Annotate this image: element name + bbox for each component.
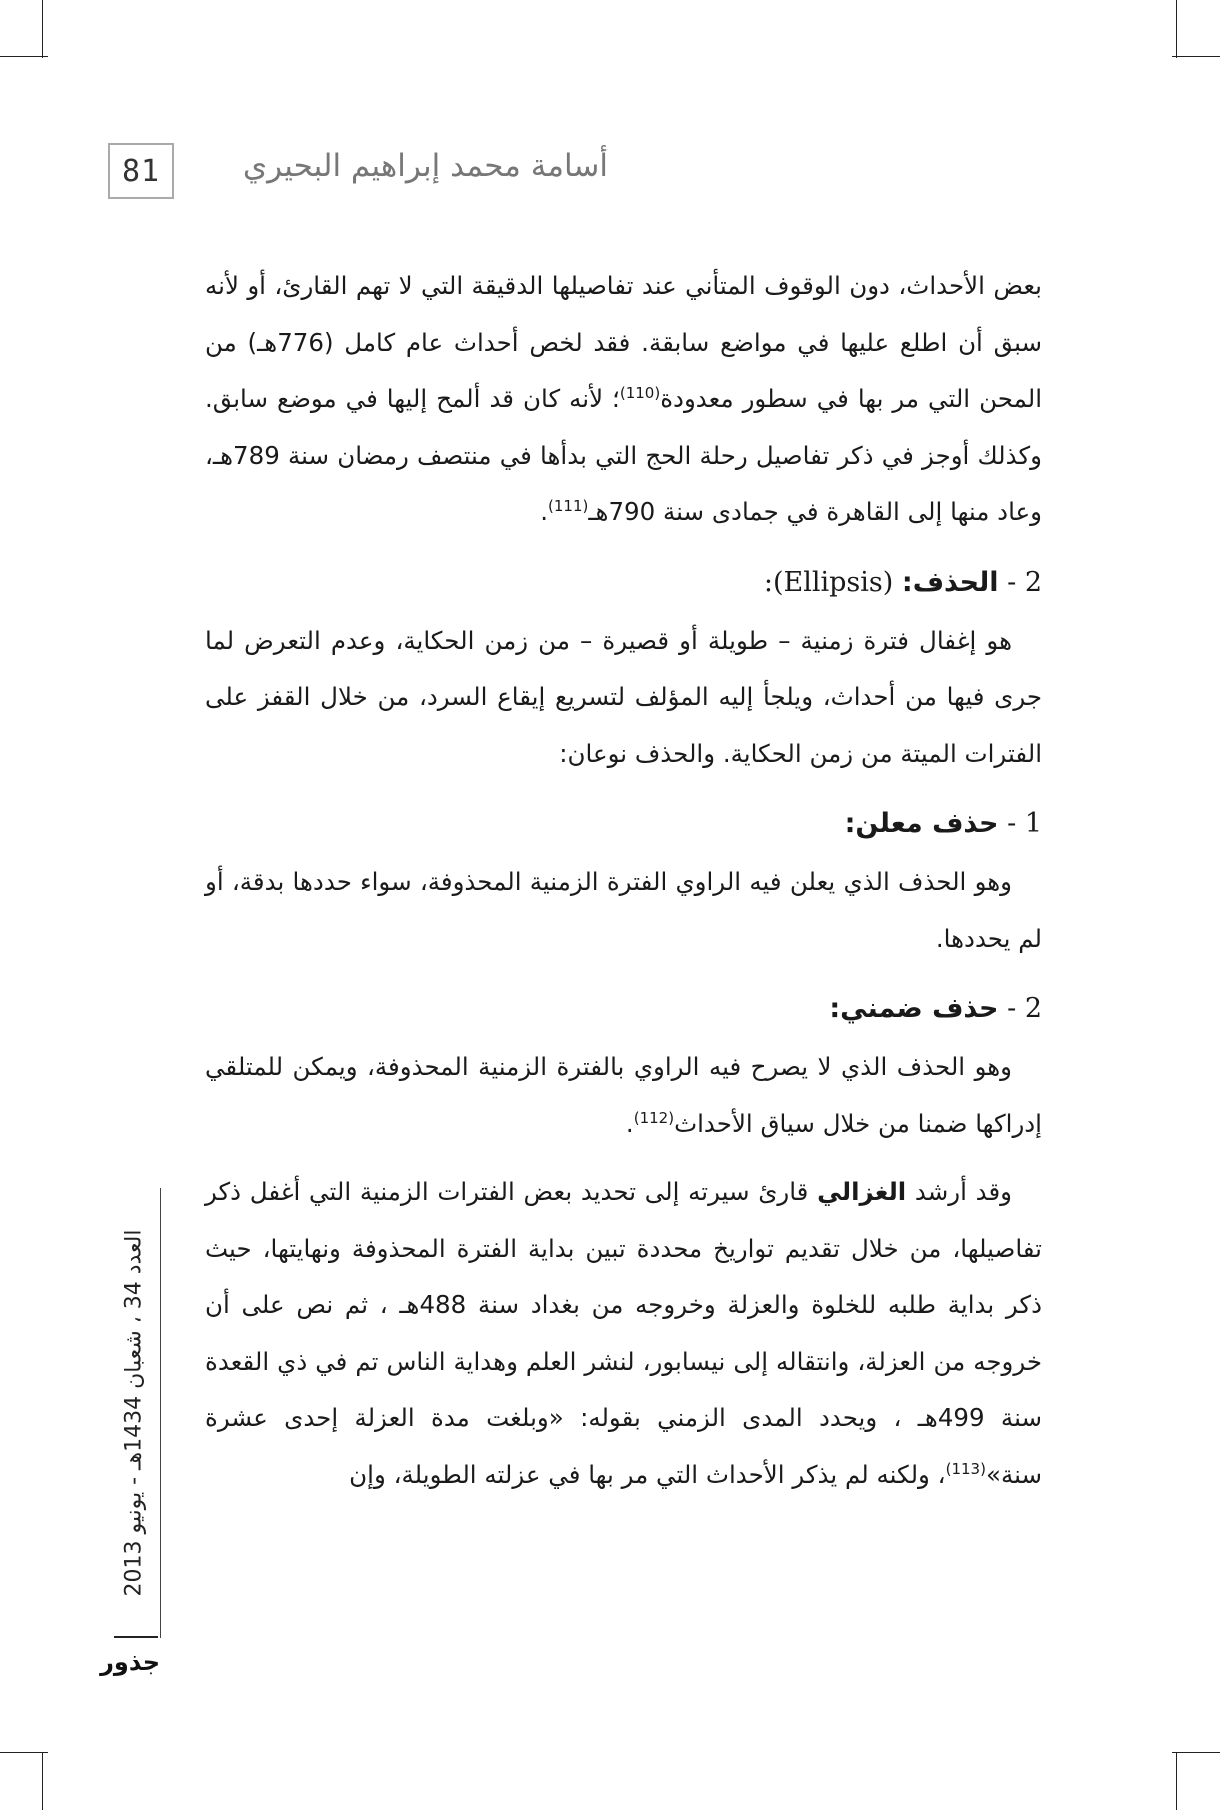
journal-logo: جذور bbox=[100, 1648, 160, 1676]
section-heading-explicit bbox=[205, 794, 1042, 854]
paragraph-text: ، ولكنه لم يذكر الأحداث التي مر بها في عزلته الطويلة، وإن bbox=[349, 1459, 946, 1489]
section-heading-implicit bbox=[205, 979, 1042, 1039]
paragraph-text: قارئ سيرته إلى تحديد بعض الفترات الزمنية التي أغفل ذكر تفاصيلها، من خلال تقديم تواريخ محددة تبين بداية الفترة المحذوفة ونهايتها، حيث ذكر بداية طلبه للخلوة والعزلة وخروجه من بغداد سنة 488هـ ، ثم نص على أن خروجه من العزلة، وانتقاله إلى نيسابور، لنشر العلم وهداية الناس تم في ذي القعدة سنة 499هـ ، ويحدد المدى الزمني بقوله: «وبلغت مدة العزلة إحدى عشرة سنة» bbox=[205, 1177, 1042, 1489]
section-heading-ellipsis bbox=[205, 553, 1042, 613]
paragraph-text: . bbox=[625, 1108, 634, 1138]
paragraph-text: بعض الأحداث، دون الوقوف المتأني عند تفاصيلها الدقيقة التي لا تهم القارئ، أو لأنه سبق أن اطلع عليها في مواضع سابقة. فقد لخص أحداث عام كامل (776هـ) من المحن التي مر بها في سطور معدودة bbox=[205, 271, 1043, 413]
crop-mark bbox=[0, 1752, 48, 1753]
paragraph-text: وهو الحذف الذي لا يصرح فيه الراوي بالفترة الزمنية المحذوفة، ويمكن للمتلقي إدراكها ضمنا من خلال سياق الأحداث bbox=[205, 1052, 1042, 1138]
journal-issue-info: العدد 34 ، شعبان 1434هـ - يونيو 2013 bbox=[121, 1229, 147, 1597]
paragraph-text: . bbox=[540, 497, 548, 526]
paragraph-text: وقد أرشد bbox=[914, 1177, 1013, 1206]
crop-mark bbox=[42, 0, 43, 58]
heading-title: حذف ضمني: bbox=[829, 993, 999, 1024]
paragraph bbox=[205, 258, 1042, 541]
crop-mark bbox=[42, 1752, 43, 1810]
article-body bbox=[205, 258, 1042, 1503]
page-number: 81 bbox=[108, 143, 174, 199]
running-header-author: أسامة محمد إبراهيم البحيري bbox=[242, 148, 608, 184]
emphasized-name: الغزالي bbox=[817, 1177, 907, 1206]
paragraph: هو إغفال فترة زمنية – طويلة أو قصيرة – من زمن الحكاية، وعدم التعرض لما جرى فيها من أحداث، ويلجأ إليه المؤلف لتسريع إيقاع السرد، من خلال القفز على الفترات الميتة من زمن الحكاية. والحذف نوعان: bbox=[205, 625, 1042, 768]
heading-number: 2 - bbox=[1007, 566, 1042, 598]
crop-mark bbox=[0, 56, 48, 57]
heading-title: الحذف: bbox=[901, 566, 999, 598]
crop-mark bbox=[1172, 1752, 1220, 1753]
heading-number: 2 - bbox=[1007, 993, 1042, 1024]
paragraph-text: ؛ لأنه كان قد ألمح إليها في موضع سابق. وكذلك أوجز في ذكر تفاصيل رحلة الحج التي بدأها في منتصف رمضان سنة 789هـ، وعاد منها إلى القاهرة في جمادى سنة 790هـ bbox=[205, 384, 1042, 526]
heading-title: حذف معلن: bbox=[844, 808, 999, 839]
footnote-ref: (110) bbox=[619, 383, 661, 402]
heading-number: 1 - bbox=[1007, 808, 1042, 839]
footnote-ref: (111) bbox=[548, 496, 589, 515]
divider bbox=[114, 1636, 158, 1638]
paragraph: وهو الحذف الذي يعلن فيه الراوي الفترة الزمنية المحذوفة، سواء حددها بدقة، أو لم يحددها. bbox=[205, 867, 1042, 953]
footnote-ref: (112) bbox=[633, 1108, 675, 1127]
paragraph bbox=[205, 1039, 1042, 1152]
crop-mark bbox=[1176, 1752, 1177, 1810]
crop-mark bbox=[1176, 0, 1177, 58]
heading-latin-term: (Ellipsis): bbox=[763, 566, 894, 598]
crop-mark bbox=[1172, 56, 1220, 57]
footnote-ref: (113) bbox=[945, 1459, 986, 1478]
paragraph bbox=[205, 1164, 1042, 1503]
